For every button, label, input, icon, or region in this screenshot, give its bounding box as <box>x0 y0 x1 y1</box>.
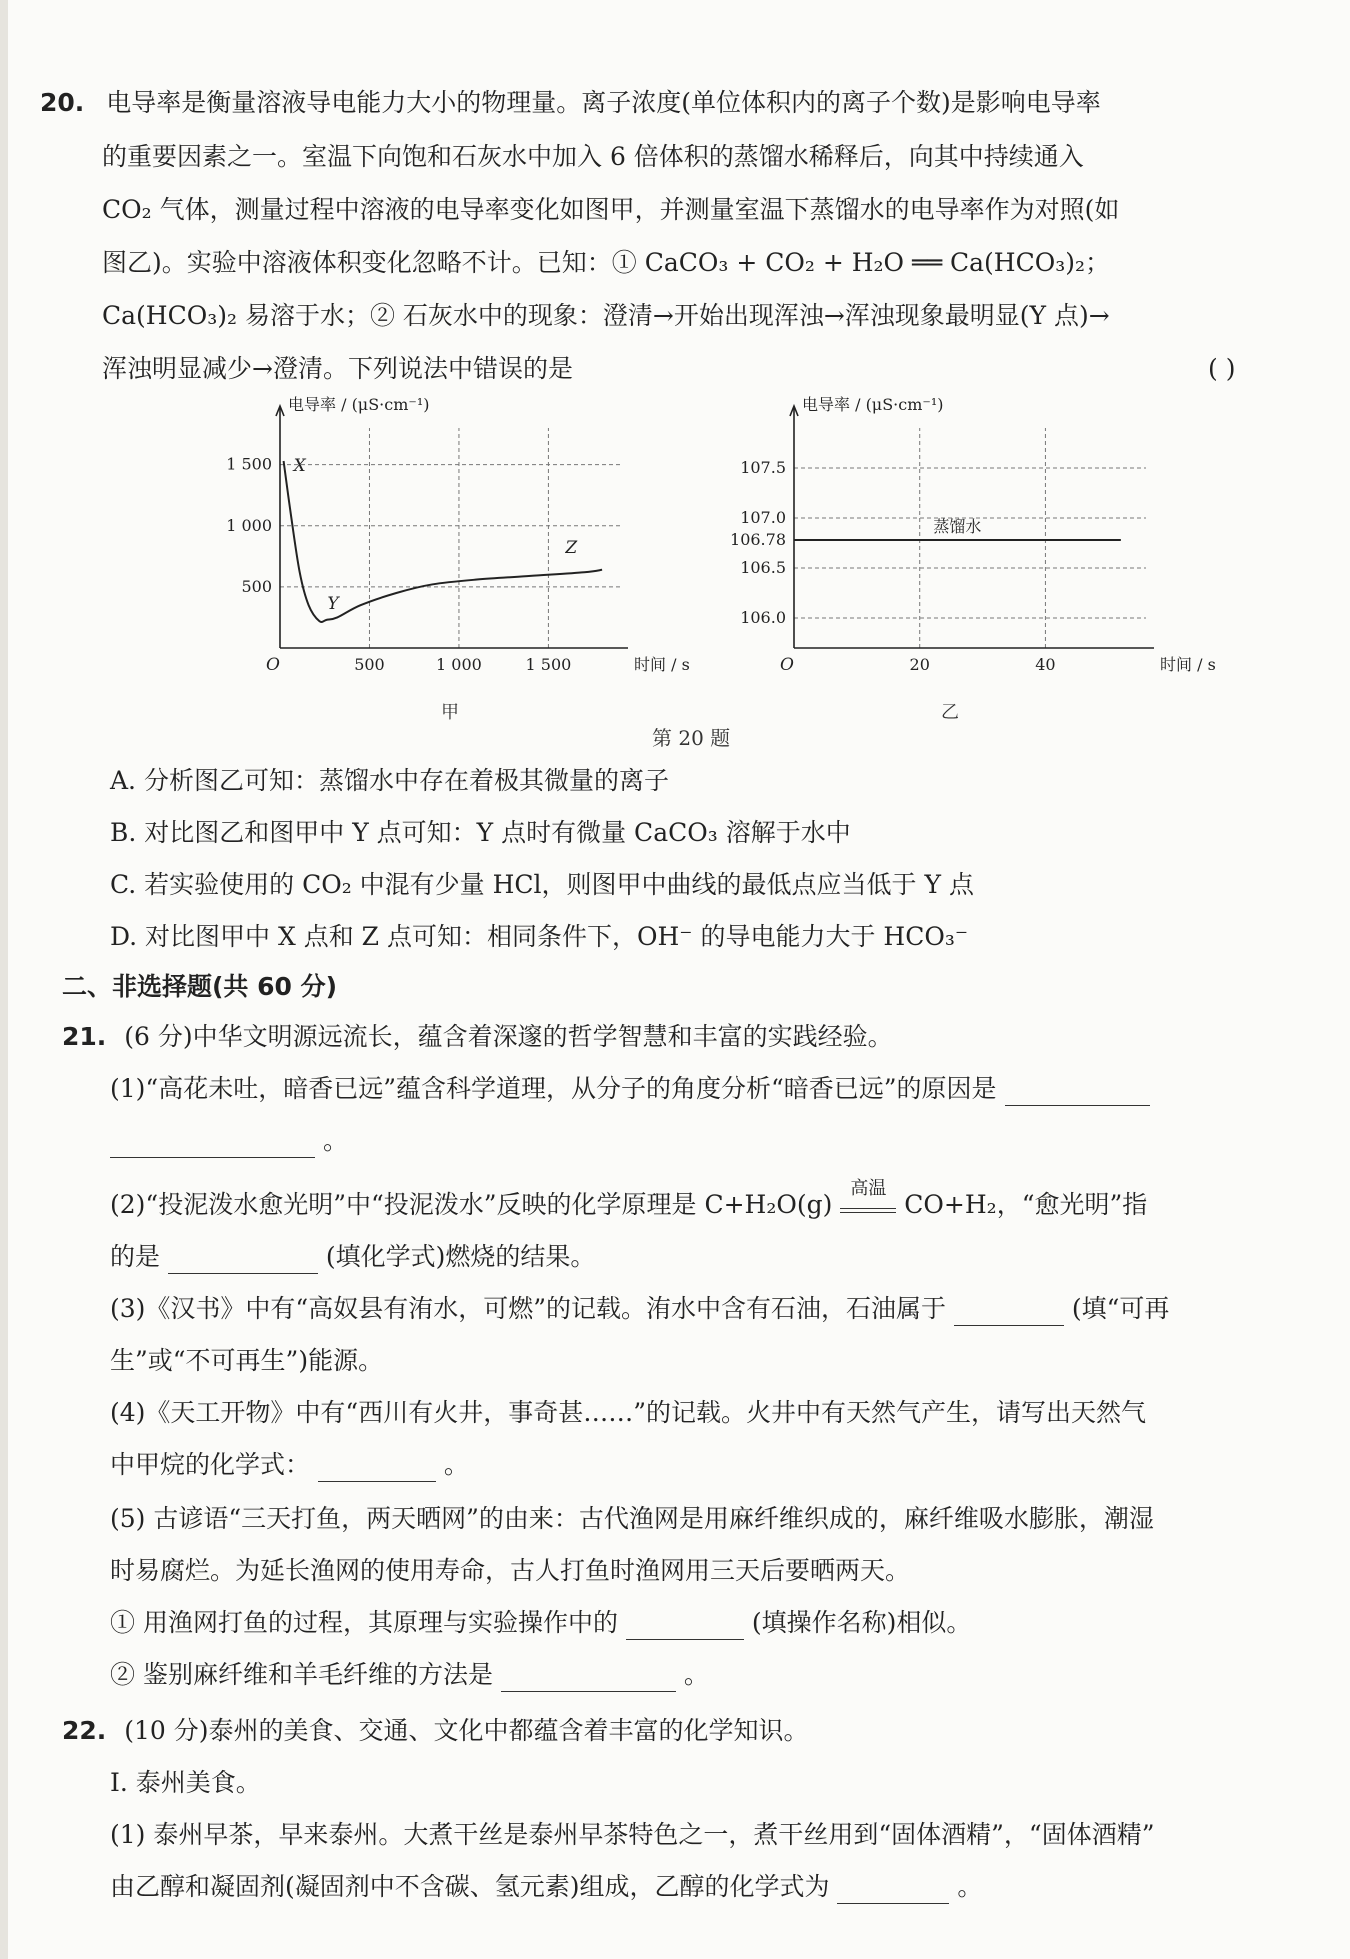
q21-p2-equals <box>840 1178 896 1213</box>
q21-p5-line-d <box>110 1658 709 1692</box>
q22-p1-text-a: (1) 泰州早茶，早来泰州。大煮干丝是泰州早茶特色之一，煮干丝用到“固体酒精”，“固体酒精” <box>110 1820 1155 1849</box>
section-2-title: 二、非选择题(共 60 分) <box>62 972 338 1001</box>
q20-text-5: Ca(HCO₃)₂ 易溶于水；② 石灰水中的现象：澄清→开始出现浑浊→浑浊现象最明显(Y 点)→ <box>102 301 1110 330</box>
q21-p4-blank[interactable] <box>318 1455 436 1482</box>
q20-option-a: A. 分析图乙可知：蒸馏水中存在着极其微量的离子 <box>110 766 669 795</box>
x-axis-title: 时间 / s <box>634 655 690 674</box>
q21-p4-text-b: 中甲烷的化学式： <box>110 1450 311 1479</box>
origin-label: O <box>780 655 794 675</box>
q21-p4-end: 。 <box>443 1450 469 1479</box>
q21-p3-text-c: 生”或“不可再生”)能源。 <box>110 1346 384 1375</box>
q20-text-1: 电导率是衡量溶液导电能力大小的物理量。离子浓度(单位体积内的离子个数)是影响电导率 <box>106 88 1101 117</box>
q22-part-1-title: Ⅰ. 泰州美食。 <box>110 1768 261 1797</box>
q21-p2-text-b: CO+H₂，“愈光明”指 <box>904 1190 1148 1219</box>
q21-intro-line <box>62 1020 893 1054</box>
q21-p4-text-a: (4)《天工开物》中有“西川有火井，事奇甚……”的记载。火井中有天然气产生，请写出天然气 <box>110 1398 1146 1427</box>
x-tick-label: 1 500 <box>525 655 572 674</box>
point-label-y: Y <box>327 594 339 615</box>
y-tick-label: 106.0 <box>740 608 786 627</box>
q21-p3-text-b: (填“可再 <box>1071 1294 1170 1323</box>
q21-p2-blank[interactable] <box>168 1247 318 1274</box>
q21-p1-blank-a[interactable] <box>1005 1079 1150 1106</box>
q21-p5-text-c-end: (填操作名称)相似。 <box>751 1608 972 1637</box>
q21-p1-blank-b[interactable] <box>110 1131 315 1158</box>
q20-text-4: 图乙)。实验中溶液体积变化忽略不计。已知：① CaCO₃ + CO₂ + H₂O ══ Ca(HCO₃)₂； <box>102 248 1111 277</box>
q20-option-d: D. 对比图甲中 X 点和 Z 点可知：相同条件下，OH⁻ 的导电能力大于 HCO₃⁻ <box>110 922 969 951</box>
page-binding-edge <box>0 0 8 1959</box>
q22-intro-line <box>62 1714 809 1748</box>
y-tick-label: 106.78 <box>730 530 786 549</box>
y-tick-label: 107.5 <box>740 458 786 477</box>
q20-text-6: 浑浊明显减少→澄清。下列说法中错误的是 <box>102 354 573 383</box>
q22-number: 22. <box>62 1716 107 1745</box>
q21-p2-equals-sign <box>840 1208 896 1213</box>
q21-p2-condition: 高温 <box>850 1178 887 1199</box>
q20-line-1 <box>40 86 1101 120</box>
q20-option-b: B. 对比图乙和图甲中 Y 点可知：Y 点时有微量 CaCO₃ 溶解于水中 <box>110 818 851 847</box>
q22-p1-text-b: 由乙醇和凝固剂(凝固剂中不含碳、氢元素)组成，乙醇的化学式为 <box>110 1872 830 1901</box>
q22-intro: (10 分)泰州的美食、交通、文化中都蕴含着丰富的化学知识。 <box>124 1716 809 1745</box>
q21-p3-line <box>110 1292 1169 1326</box>
x-axis-title: 时间 / s <box>1160 655 1216 674</box>
q21-p1-end: 。 <box>322 1126 348 1155</box>
q21-p5-text-d-end: 。 <box>683 1660 709 1689</box>
q21-p2-line-2 <box>110 1240 595 1274</box>
x-tick-label: 1 000 <box>436 655 482 674</box>
q20-text-2: 的重要因素之一。室温下向饱和石灰水中加入 6 倍体积的蒸馏水稀释后，向其中持续通入 <box>102 142 1084 171</box>
q20-text-3: CO₂ 气体，测量过程中溶液的电导率变化如图甲，并测量室温下蒸馏水的电导率作为对照(如 <box>102 195 1120 224</box>
origin-label: O <box>266 655 280 675</box>
q22-p1-line-2 <box>110 1870 982 1904</box>
q21-p5-text-a: (5) 古谚语“三天打鱼，两天晒网”的由来：古代渔网是用麻纤维织成的，麻纤维吸水膨胀，潮湿 <box>110 1504 1154 1533</box>
q21-p5-text-b: 时易腐烂。为延长渔网的使用寿命，古人打鱼时渔网用三天后要晒两天。 <box>110 1556 911 1585</box>
q21-p1-line-2 <box>110 1124 348 1158</box>
x-tick-label: 40 <box>1035 655 1056 674</box>
y-axis-title: 电导率 / (μS·cm⁻¹) <box>288 395 430 414</box>
y-tick-label: 1 000 <box>226 515 272 535</box>
q20-number: 20. <box>40 88 85 117</box>
q21-p1-line <box>110 1072 1150 1106</box>
figure-caption: 第 20 题 <box>652 726 731 750</box>
q21-p3-blank[interactable] <box>954 1299 1064 1326</box>
y-tick-label: 1 500 <box>226 454 272 474</box>
q21-intro: (6 分)中华文明源远流长，蕴含着深邃的哲学智慧和丰富的实践经验。 <box>124 1022 893 1051</box>
panel-label: 甲 <box>441 702 459 723</box>
y-axis-title: 电导率 / (μS·cm⁻¹) <box>802 395 944 414</box>
q21-p5-text-c: ① 用渔网打鱼的过程，其原理与实验操作中的 <box>110 1608 618 1637</box>
q21-p5-blank-c[interactable] <box>626 1613 744 1640</box>
q21-p5-text-d: ② 鉴别麻纤维和羊毛纤维的方法是 <box>110 1660 493 1689</box>
q21-p4-line-2 <box>110 1448 469 1482</box>
q21-p2-text-d: (填化学式)燃烧的结果。 <box>325 1242 596 1271</box>
y-tick-label: 106.5 <box>740 558 786 577</box>
q21-p5-line-c <box>110 1606 971 1640</box>
q21-p2-text-c: 的是 <box>110 1242 161 1271</box>
series-label: 蒸馏水 <box>933 517 982 536</box>
q22-p1-end: 。 <box>957 1872 983 1901</box>
q21-p3-text-a: (3)《汉书》中有“高奴县有洧水，可燃”的记载。洧水中含有石油，石油属于 <box>110 1294 946 1323</box>
q21-p5-blank-d[interactable] <box>501 1665 676 1692</box>
x-tick-label: 500 <box>354 655 385 674</box>
chart-jia <box>210 395 690 723</box>
q22-p1-blank[interactable] <box>837 1877 949 1904</box>
y-tick-label: 500 <box>241 576 272 596</box>
panel-label: 乙 <box>941 702 959 723</box>
point-label-z: Z <box>565 538 578 558</box>
point-label-x: X <box>293 456 306 476</box>
q21-p2-line <box>110 1178 1148 1222</box>
y-tick-label: 107.0 <box>740 508 786 527</box>
x-tick-label: 20 <box>909 655 930 674</box>
q20-option-c: C. 若实验使用的 CO₂ 中混有少量 HCl，则图甲中曲线的最低点应当低于 Y 点 <box>110 870 974 899</box>
chart-yi <box>700 395 1216 723</box>
q21-number: 21. <box>62 1022 107 1051</box>
q21-p1-text: (1)“高花未吐，暗香已远”蕴含科学道理，从分子的角度分析“暗香已远”的原因是 <box>110 1074 997 1103</box>
q20-answer-paren: ( ) <box>1208 354 1236 383</box>
q21-p2-text-a: (2)“投泥泼水愈光明”中“投泥泼水”反映的化学原理是 C+H₂O(g) <box>110 1190 833 1219</box>
